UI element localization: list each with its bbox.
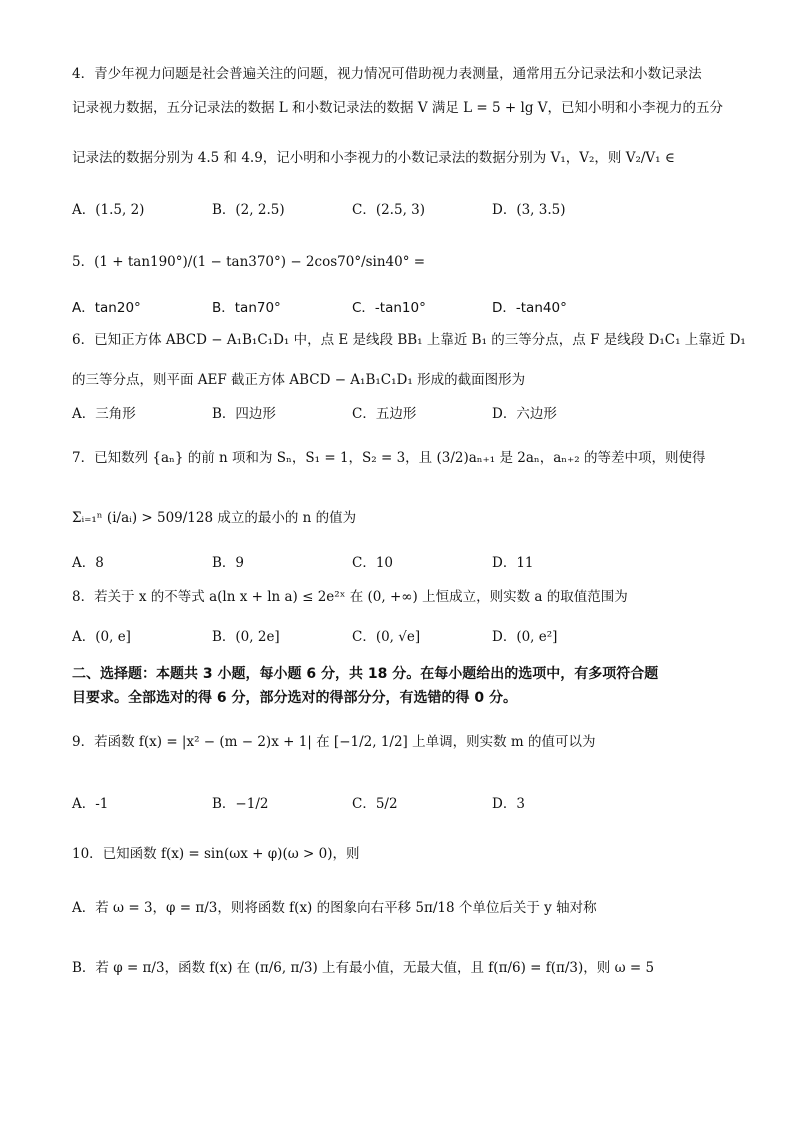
q5-option-b: B．tan70°: [212, 300, 281, 316]
q10-stem: 10．已知函数 f(x) = sin(ωx + φ)(ω > 0)，则: [72, 846, 360, 862]
q8-option-c: C．(0, √e]: [352, 629, 421, 645]
q9-option-a: A．-1: [72, 796, 109, 812]
q6-option-a: A．三角形: [72, 406, 136, 422]
q8-stem: 8．若关于 x 的不等式 a(ln x + ln a) ≤ 2e²ˣ 在 (0, +∞) 上恒成立，则实数 a 的取值范围为: [72, 589, 628, 605]
q6-option-b: B．四边形: [212, 406, 276, 422]
q4-option-a: A．(1.5, 2): [72, 202, 145, 218]
q8-option-a: A．(0, e]: [72, 629, 131, 645]
q4-line-2: 记录视力数据，五分记录法的数据 L 和小数记录法的数据 V 满足 L = 5 + lg V，已知小明和小李视力的五分: [72, 100, 724, 116]
q7-line-1: 7．已知数列 {aₙ} 的前 n 项和为 Sₙ，S₁ = 1，S₂ = 3，且 (3/2)aₙ₊₁ 是 2aₙ，aₙ₊₂ 的等差中项，则使得: [72, 450, 706, 466]
q4-option-c: C．(2.5, 3): [352, 202, 426, 218]
q7-option-a: A．8: [72, 555, 104, 571]
q4-line-3: 记录法的数据分别为 4.5 和 4.9，记小明和小李视力的小数记录法的数据分别为 V₁，V₂，则 V₂/V₁ ∈: [72, 150, 675, 166]
q4-option-b: B．(2, 2.5): [212, 202, 285, 218]
q7-option-d: D．11: [492, 555, 534, 571]
q7-option-c: C．10: [352, 555, 394, 571]
q7-option-b: B．9: [212, 555, 245, 571]
q5-option-d: D．-tan40°: [492, 300, 567, 316]
q5-option-c: C．-tan10°: [352, 300, 426, 316]
q9-option-c: C．5/2: [352, 796, 398, 812]
q9-option-d: D．3: [492, 796, 525, 812]
q6-option-c: C．五边形: [352, 406, 417, 422]
q6-line-2: 的三等分点，则平面 AEF 截正方体 ABCD − A₁B₁C₁D₁ 形成的截面图形为: [72, 372, 526, 388]
q9-option-b: B．−1/2: [212, 796, 269, 812]
q9-stem: 9．若函数 f(x) = |x² − (m − 2)x + 1| 在 [−1/2, 1/2] 上单调，则实数 m 的值可以为: [72, 734, 596, 750]
q4-option-d: D．(3, 3.5): [492, 202, 566, 218]
q5-option-a: A．tan20°: [72, 300, 141, 316]
q8-option-b: B．(0, 2e]: [212, 629, 280, 645]
q6-option-d: D．六边形: [492, 406, 557, 422]
q10-option-b: B．若 φ = π/3，函数 f(x) 在 (π/6, π/3) 上有最小值，无最大值，且 f(π/6) = f(π/3)，则 ω = 5: [72, 960, 655, 976]
section2-line-1: 二、选择题：本题共 3 小题，每小题 6 分，共 18 分。在每小题给出的选项中，有多项符合题: [72, 666, 659, 682]
q6-line-1: 6．已知正方体 ABCD − A₁B₁C₁D₁ 中，点 E 是线段 BB₁ 上靠近 B₁ 的三等分点，点 F 是线段 D₁C₁ 上靠近 D₁: [72, 332, 746, 348]
section2-line-2: 目要求。全部选对的得 6 分，部分选对的得部分分，有选错的得 0 分。: [72, 690, 517, 706]
q4-line-1: 4．青少年视力问题是社会普遍关注的问题，视力情况可借助视力表测量，通常用五分记录法和小数记录法: [72, 66, 702, 82]
q5-stem: 5．(1 + tan190°)/(1 − tan370°) − 2cos70°/sin40° =: [72, 254, 426, 270]
q7-line-2: Σᵢ₌₁ⁿ (i/aᵢ) > 509/128 成立的最小的 n 的值为: [72, 510, 357, 526]
q10-option-a: A．若 ω = 3，φ = π/3，则将函数 f(x) 的图象向右平移 5π/18 个单位后关于 y 轴对称: [72, 900, 597, 916]
q8-option-d: D．(0, e²]: [492, 629, 558, 645]
